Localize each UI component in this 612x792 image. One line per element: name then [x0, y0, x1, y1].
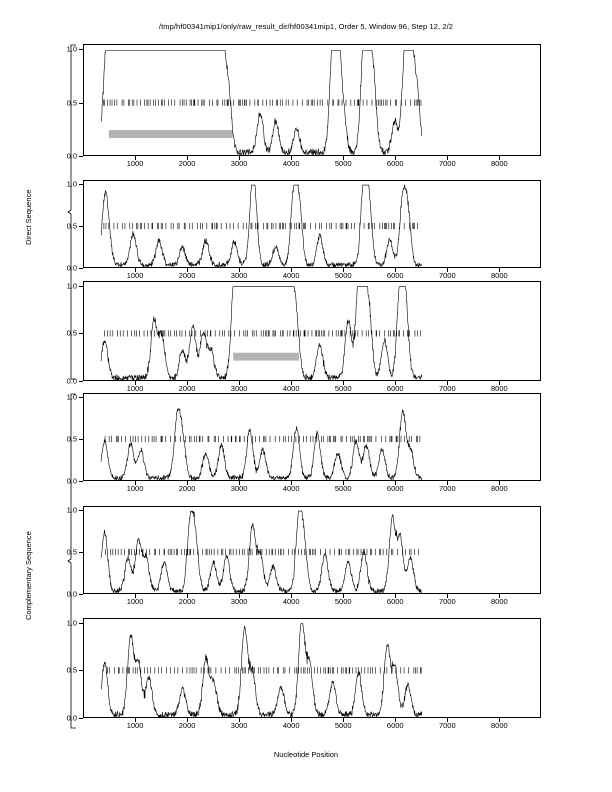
- x-tick-label: 7000: [438, 159, 456, 168]
- y-tick-label: 1.0: [66, 281, 77, 290]
- x-tick-label: 3000: [230, 721, 248, 730]
- y-tick: [79, 381, 83, 382]
- y-tick: [79, 49, 83, 50]
- marker-dashes: [106, 549, 419, 555]
- x-tick-label: 2000: [178, 159, 196, 168]
- x-tick-label: 3000: [230, 384, 248, 393]
- y-tick: [79, 226, 83, 227]
- x-tick-label: 5000: [334, 597, 352, 606]
- y-tick-label: 0.0: [66, 263, 77, 273]
- x-tick-label: 1000: [126, 159, 144, 168]
- y-tick-label: 0.0: [66, 151, 77, 161]
- x-tick-label: 4000: [282, 484, 300, 493]
- y-tick: [79, 286, 83, 287]
- plot-area: [83, 180, 541, 268]
- y-tick-label: 1.0: [66, 505, 77, 515]
- y-tick-label: 0.0: [66, 376, 77, 386]
- y-tick: [79, 594, 83, 595]
- y-tick: [79, 510, 83, 511]
- x-tick-label: 4000: [282, 159, 300, 168]
- y-tick-label: 0.0: [66, 713, 77, 723]
- x-tick-label: 5000: [334, 721, 352, 730]
- y-tick-label: 0.0: [66, 476, 77, 486]
- marker-dashes: [103, 99, 421, 105]
- highlight-bar: [109, 130, 233, 138]
- group-brace-complementary: [67, 393, 77, 729]
- x-tick-label: 2000: [178, 721, 196, 730]
- y-tick-label: 1.0: [66, 392, 77, 402]
- y-axis-title-direct: Direct Sequence: [24, 189, 33, 245]
- plot-area: [83, 618, 541, 718]
- x-tick-label: 1000: [126, 721, 144, 730]
- y-tick-label: 1.0: [66, 618, 77, 627]
- x-tick-label: 1000: [126, 384, 144, 393]
- x-tick-label: 7000: [438, 384, 456, 393]
- x-tick-label: 6000: [386, 721, 404, 730]
- x-tick-label: 3000: [230, 159, 248, 168]
- x-tick-label: 2000: [178, 271, 196, 280]
- y-tick: [79, 623, 83, 624]
- y-tick-label: 1.0: [66, 44, 77, 54]
- x-tick-label: 8000: [491, 384, 508, 393]
- x-tick-label: 2000: [178, 384, 196, 393]
- y-tick: [79, 552, 83, 553]
- x-tick-label: 5000: [334, 159, 352, 168]
- x-tick-label: 2000: [178, 597, 196, 606]
- x-tick-label: 3000: [230, 271, 248, 280]
- y-tick-label: 0.5: [66, 434, 77, 444]
- x-tick-label: 8000: [491, 597, 508, 606]
- plot-area: [83, 393, 541, 481]
- y-tick-label: 0.5: [66, 328, 77, 338]
- x-tick-label: 3000: [230, 484, 248, 493]
- plot-area: [83, 44, 541, 156]
- y-tick: [79, 184, 83, 185]
- y-tick-label: 0.5: [66, 221, 77, 231]
- data-trace: [101, 511, 422, 593]
- plot-panel-6: [66, 618, 541, 730]
- x-tick-label: 1000: [126, 484, 144, 493]
- x-tick-label: 6000: [386, 484, 404, 493]
- x-tick-label: 1000: [126, 271, 144, 280]
- y-tick: [79, 156, 83, 157]
- x-tick-label: 7000: [438, 721, 456, 730]
- data-trace: [101, 50, 422, 155]
- marker-dashes: [104, 223, 418, 229]
- y-axis-title-complementary: Complementary Sequence: [24, 531, 33, 620]
- figure-title: /tmp/hf00341mip1/only/raw_result_dir/hf00341mip1, Order 5, Window 96, Step 12, 2/2: [158, 22, 454, 31]
- plot-panel-3: [66, 281, 541, 393]
- plot-area: [83, 281, 541, 381]
- y-tick: [79, 670, 83, 671]
- x-tick-label: 4000: [282, 384, 300, 393]
- marker-dashes: [105, 436, 420, 442]
- y-tick-label: 1.0: [66, 179, 77, 189]
- y-tick-label: 0.5: [66, 547, 77, 557]
- y-tick-label: 0.0: [66, 589, 77, 599]
- x-tick-label: 6000: [386, 384, 404, 393]
- data-trace: [101, 185, 422, 267]
- x-tick-label: 6000: [386, 597, 404, 606]
- plot-area: [83, 506, 541, 594]
- x-tick-label: 6000: [386, 271, 404, 280]
- marker-dashes: [106, 667, 421, 673]
- y-tick: [79, 103, 83, 104]
- y-tick: [79, 333, 83, 334]
- y-tick: [79, 439, 83, 440]
- y-tick: [79, 718, 83, 719]
- y-tick-label: 0.5: [66, 97, 77, 107]
- y-tick: [79, 481, 83, 482]
- x-tick-label: 7000: [438, 484, 456, 493]
- x-tick-label: 8000: [491, 159, 508, 168]
- x-tick-label: 3000: [230, 597, 248, 606]
- x-tick-label: 4000: [282, 271, 300, 280]
- x-tick-label: 2000: [178, 484, 196, 493]
- y-tick-label: 0.5: [66, 665, 77, 675]
- data-trace: [101, 624, 422, 717]
- x-tick-label: 6000: [386, 159, 404, 168]
- plot-panel-4: [66, 392, 541, 493]
- x-tick-label: 4000: [282, 721, 300, 730]
- x-tick-label: 7000: [438, 271, 456, 280]
- x-axis-title: Nucleotide Position: [273, 750, 339, 759]
- data-trace: [101, 408, 422, 480]
- x-tick-label: 5000: [334, 271, 352, 280]
- x-tick-label: 7000: [438, 597, 456, 606]
- plot-panel-2: [66, 179, 541, 280]
- x-tick-label: 4000: [282, 597, 300, 606]
- plot-panel-1: [66, 44, 541, 168]
- highlight-bar: [233, 353, 299, 361]
- y-tick: [79, 268, 83, 269]
- x-tick-label: 8000: [491, 484, 508, 493]
- x-tick-label: 5000: [334, 484, 352, 493]
- plot-panel-5: [66, 505, 541, 606]
- x-tick-label: 8000: [491, 721, 508, 730]
- x-tick-label: 5000: [334, 384, 352, 393]
- x-tick-label: 1000: [126, 597, 144, 606]
- y-tick: [79, 397, 83, 398]
- x-tick-label: 8000: [491, 271, 508, 280]
